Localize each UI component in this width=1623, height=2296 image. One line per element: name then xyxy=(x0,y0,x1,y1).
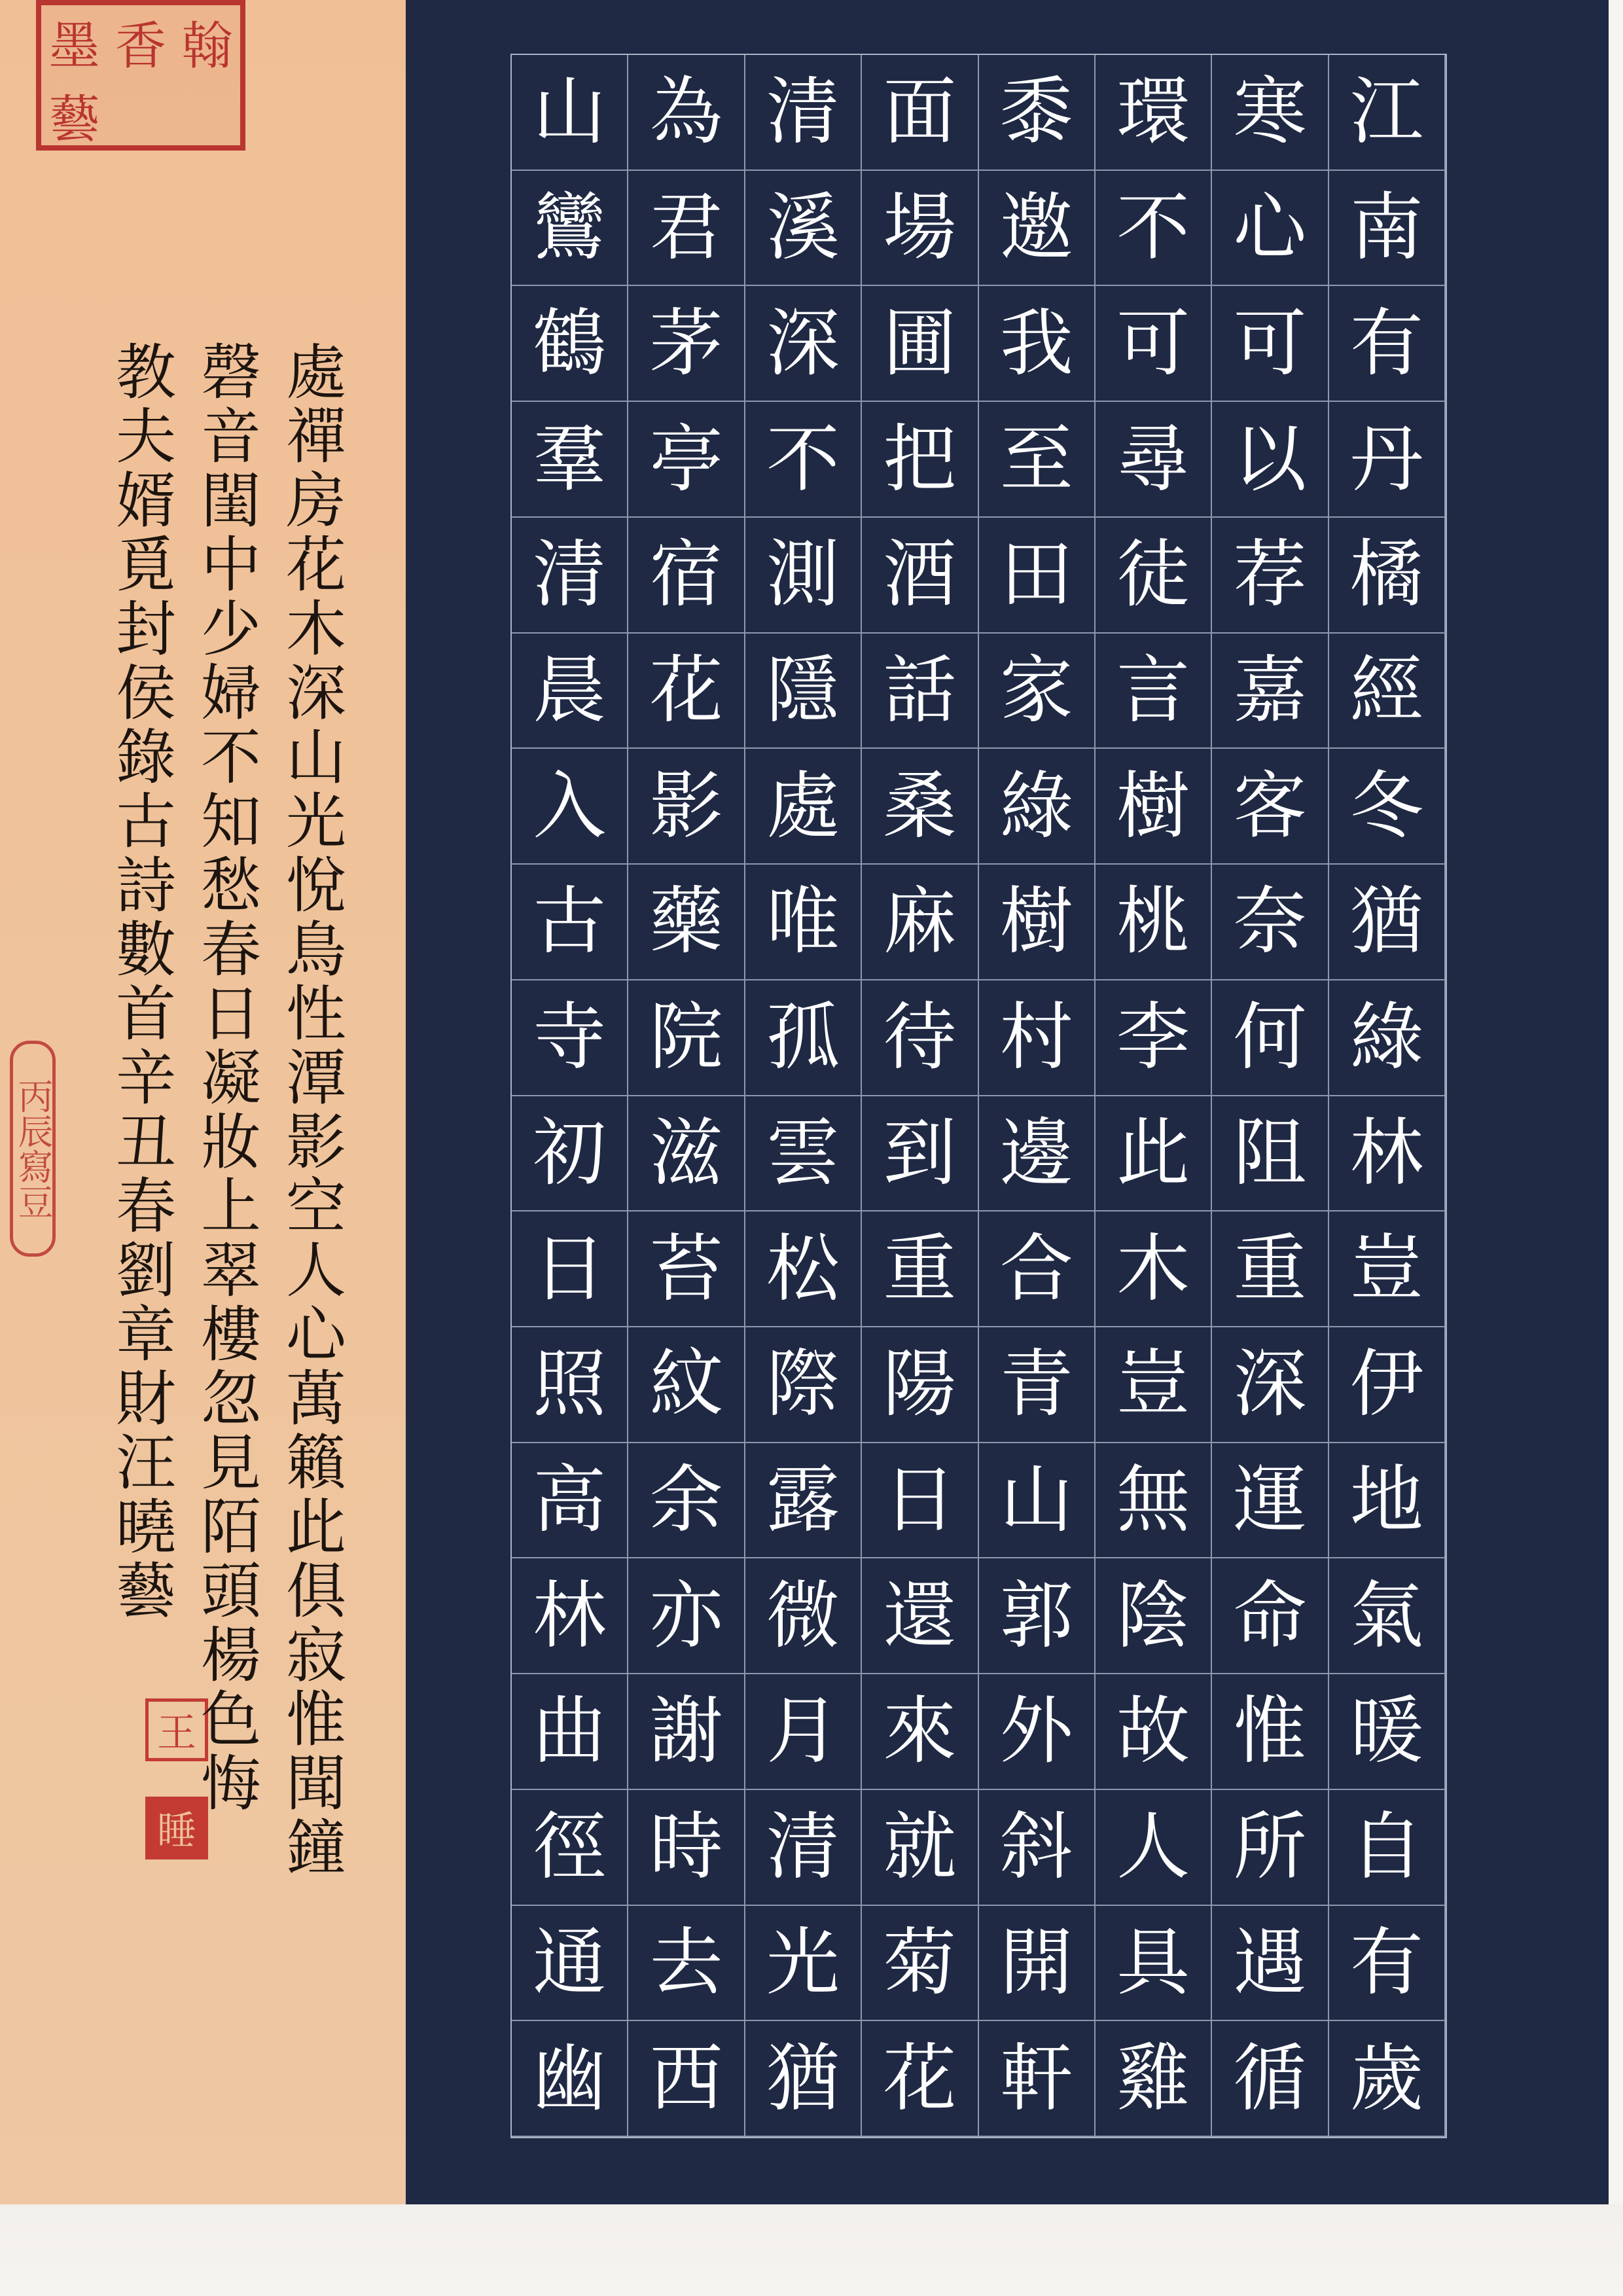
grid-cell: 高 xyxy=(512,1443,628,1559)
grid-cell: 重 xyxy=(1212,1211,1329,1327)
grid-cell: 豈 xyxy=(1329,1211,1446,1327)
grid-cell: 田 xyxy=(979,518,1096,634)
grid-cell: 溪 xyxy=(745,171,862,287)
grid-cell: 亦 xyxy=(628,1558,745,1674)
grid-cell: 村 xyxy=(979,980,1096,1096)
grid-cell: 以 xyxy=(1212,402,1329,518)
grid-cell: 來 xyxy=(862,1674,978,1790)
grid-cell: 青 xyxy=(979,1327,1096,1443)
grid-cell: 軒 xyxy=(979,2021,1096,2137)
grid-cell: 暖 xyxy=(1329,1674,1446,1790)
grid-cell: 樹 xyxy=(979,865,1096,980)
grid-cell: 重 xyxy=(862,1211,978,1327)
grid-cell: 亭 xyxy=(628,402,745,518)
grid-cell: 氣 xyxy=(1329,1558,1446,1674)
grid-cell: 話 xyxy=(862,634,978,749)
grid-cell: 猶 xyxy=(1329,865,1446,980)
grid-cell: 此 xyxy=(1096,1096,1212,1212)
grid-cell: 鸞 xyxy=(512,171,628,287)
grid-cell: 斜 xyxy=(979,1790,1096,1906)
colophon-line: 磬音閨中少婦不知愁春日凝妝上翠樓忽見陌頭楊色悔 xyxy=(191,340,261,1816)
grid-cell: 可 xyxy=(1212,286,1329,402)
grid-cell: 待 xyxy=(862,980,978,1096)
colophon-line: 處禪房花木深山光悅鳥性潭影空人心萬籟此俱寂惟聞鐘 xyxy=(276,340,346,1880)
grid-cell: 隱 xyxy=(745,634,862,749)
grid-cell: 照 xyxy=(512,1327,628,1443)
grid-cell: 面 xyxy=(862,55,978,171)
grid-cell: 清 xyxy=(745,55,862,171)
grid-cell: 我 xyxy=(979,286,1096,402)
grid-cell: 郭 xyxy=(979,1558,1096,1674)
grid-cell: 山 xyxy=(512,55,628,171)
grid-cell: 清 xyxy=(512,518,628,634)
grid-cell: 故 xyxy=(1096,1674,1212,1790)
grid-cell: 就 xyxy=(862,1790,978,1906)
grid-cell: 綠 xyxy=(1329,980,1446,1096)
grid-cell: 具 xyxy=(1096,1906,1212,2022)
grid-cell: 李 xyxy=(1096,980,1212,1096)
grid-cell: 寺 xyxy=(512,980,628,1096)
grid-cell: 陽 xyxy=(862,1327,978,1443)
grid-cell: 伊 xyxy=(1329,1327,1446,1443)
grid-cell: 場 xyxy=(862,171,978,287)
grid-cell: 合 xyxy=(979,1211,1096,1327)
grid-cell: 影 xyxy=(628,749,745,865)
grid-cell: 際 xyxy=(745,1327,862,1443)
grid-cell: 尋 xyxy=(1096,402,1212,518)
grid-cell: 丹 xyxy=(1329,402,1446,518)
grid-cell: 何 xyxy=(1212,980,1329,1096)
signature-seal-2: 睡 xyxy=(145,1797,208,1859)
grid-cell: 自 xyxy=(1329,1790,1446,1906)
grid-cell: 橘 xyxy=(1329,518,1446,634)
grid-cell: 通 xyxy=(512,1906,628,2022)
grid-cell: 言 xyxy=(1096,634,1212,749)
grid-cell: 不 xyxy=(745,402,862,518)
top-red-seal xyxy=(36,0,245,151)
grid-cell: 桑 xyxy=(862,749,978,865)
grid-cell: 還 xyxy=(862,1558,978,1674)
grid-cell: 徑 xyxy=(512,1790,628,1906)
grid-cell: 心 xyxy=(1212,171,1329,287)
grid-cell: 唯 xyxy=(745,865,862,980)
grid-cell: 苔 xyxy=(628,1211,745,1327)
grid-cell: 有 xyxy=(1329,286,1446,402)
grid-cell: 歲 xyxy=(1329,2021,1446,2137)
grid-cell: 藥 xyxy=(628,865,745,980)
grid-cell: 綠 xyxy=(979,749,1096,865)
grid-cell: 不 xyxy=(1096,171,1212,287)
grid-cell: 阻 xyxy=(1212,1096,1329,1212)
scan-margin xyxy=(0,2204,1623,2296)
grid-cell: 紋 xyxy=(628,1327,745,1443)
grid-cell: 樹 xyxy=(1096,749,1212,865)
grid-cell: 黍 xyxy=(979,55,1096,171)
grid-cell: 曲 xyxy=(512,1674,628,1790)
grid-cell: 桃 xyxy=(1096,865,1212,980)
grid-cell: 嘉 xyxy=(1212,634,1329,749)
grid-cell: 晨 xyxy=(512,634,628,749)
grid-cell: 運 xyxy=(1212,1443,1329,1559)
grid-cell: 處 xyxy=(745,749,862,865)
grid-cell: 鶴 xyxy=(512,286,628,402)
top-seal-char: 翰 xyxy=(181,17,233,76)
grid-cell: 日 xyxy=(862,1443,978,1559)
grid-cell: 林 xyxy=(1329,1096,1446,1212)
grid-cell: 幽 xyxy=(512,2021,628,2137)
grid-cell: 宿 xyxy=(628,518,745,634)
grid-cell: 孤 xyxy=(745,980,862,1096)
grid-cell: 酒 xyxy=(862,518,978,634)
grid-cell: 南 xyxy=(1329,171,1446,287)
grid-cell: 客 xyxy=(1212,749,1329,865)
grid-cell: 山 xyxy=(979,1443,1096,1559)
grid-cell: 林 xyxy=(512,1558,628,1674)
grid-cell: 深 xyxy=(1212,1327,1329,1443)
grid-cell: 外 xyxy=(979,1674,1096,1790)
grid-cell: 地 xyxy=(1329,1443,1446,1559)
grid-cell: 到 xyxy=(862,1096,978,1212)
grid-cell: 松 xyxy=(745,1211,862,1327)
grid-cell: 測 xyxy=(745,518,862,634)
top-seal-char: 香 xyxy=(115,17,166,76)
grid-cell: 惟 xyxy=(1212,1674,1329,1790)
grid-cell: 家 xyxy=(979,634,1096,749)
grid-cell: 微 xyxy=(745,1558,862,1674)
grid-cell: 茅 xyxy=(628,286,745,402)
grid-cell: 入 xyxy=(512,749,628,865)
grid-cell: 清 xyxy=(745,1790,862,1906)
grid-cell: 江 xyxy=(1329,55,1446,171)
grid-cell: 院 xyxy=(628,980,745,1096)
grid-cell: 古 xyxy=(512,865,628,980)
grid-cell: 雞 xyxy=(1096,2021,1212,2137)
grid-cell: 冬 xyxy=(1329,749,1446,865)
grid-cell: 為 xyxy=(628,55,745,171)
grid-cell: 奈 xyxy=(1212,865,1329,980)
grid-cell: 余 xyxy=(628,1443,745,1559)
grid-cell: 環 xyxy=(1096,55,1212,171)
grid-cell: 時 xyxy=(628,1790,745,1906)
grid-cell: 把 xyxy=(862,402,978,518)
top-seal-char: 藝 xyxy=(48,90,100,149)
grid-cell: 滋 xyxy=(628,1096,745,1212)
grid-cell: 所 xyxy=(1212,1790,1329,1906)
side-red-seal: 丙辰寫豆 xyxy=(10,1041,56,1257)
grid-cell: 邀 xyxy=(979,171,1096,287)
grid-cell: 深 xyxy=(745,286,862,402)
grid-cell: 麻 xyxy=(862,865,978,980)
grid-cell: 豈 xyxy=(1096,1327,1212,1443)
grid-cell: 人 xyxy=(1096,1790,1212,1906)
grid-cell: 徒 xyxy=(1096,518,1212,634)
grid-cell: 寒 xyxy=(1212,55,1329,171)
colophon-line: 教夫婿覓封侯錄古詩數首辛丑春劉章財汪曉藝 xyxy=(106,340,176,1623)
grid-cell: 羣 xyxy=(512,402,628,518)
grid-cell: 木 xyxy=(1096,1211,1212,1327)
grid-cell: 西 xyxy=(628,2021,745,2137)
grid-cell: 遇 xyxy=(1212,1906,1329,2022)
grid-cell: 有 xyxy=(1329,1906,1446,2022)
grid-cell: 光 xyxy=(745,1906,862,2022)
grid-cell: 陰 xyxy=(1096,1558,1212,1674)
grid-cell: 菊 xyxy=(862,1906,978,2022)
grid-cell: 命 xyxy=(1212,1558,1329,1674)
grid-cell: 初 xyxy=(512,1096,628,1212)
top-seal-char: 墨 xyxy=(48,17,100,76)
colophon-text xyxy=(98,340,353,1964)
grid-cell: 謝 xyxy=(628,1674,745,1790)
character-grid xyxy=(510,54,1447,2138)
grid-cell: 荐 xyxy=(1212,518,1329,634)
grid-cell: 月 xyxy=(745,1674,862,1790)
grid-cell: 猶 xyxy=(745,2021,862,2137)
grid-cell: 圃 xyxy=(862,286,978,402)
grid-cell: 露 xyxy=(745,1443,862,1559)
grid-cell: 君 xyxy=(628,171,745,287)
grid-cell: 雲 xyxy=(745,1096,862,1212)
grid-cell: 開 xyxy=(979,1906,1096,2022)
grid-cell: 花 xyxy=(628,634,745,749)
grid-cell: 至 xyxy=(979,402,1096,518)
grid-cell: 經 xyxy=(1329,634,1446,749)
grid-cell: 去 xyxy=(628,1906,745,2022)
grid-cell: 邊 xyxy=(979,1096,1096,1212)
grid-cell: 花 xyxy=(862,2021,978,2137)
grid-cell: 無 xyxy=(1096,1443,1212,1559)
grid-cell: 日 xyxy=(512,1211,628,1327)
signature-seal-1: 王 xyxy=(145,1698,208,1761)
grid-cell: 循 xyxy=(1212,2021,1329,2137)
grid-cell: 可 xyxy=(1096,286,1212,402)
